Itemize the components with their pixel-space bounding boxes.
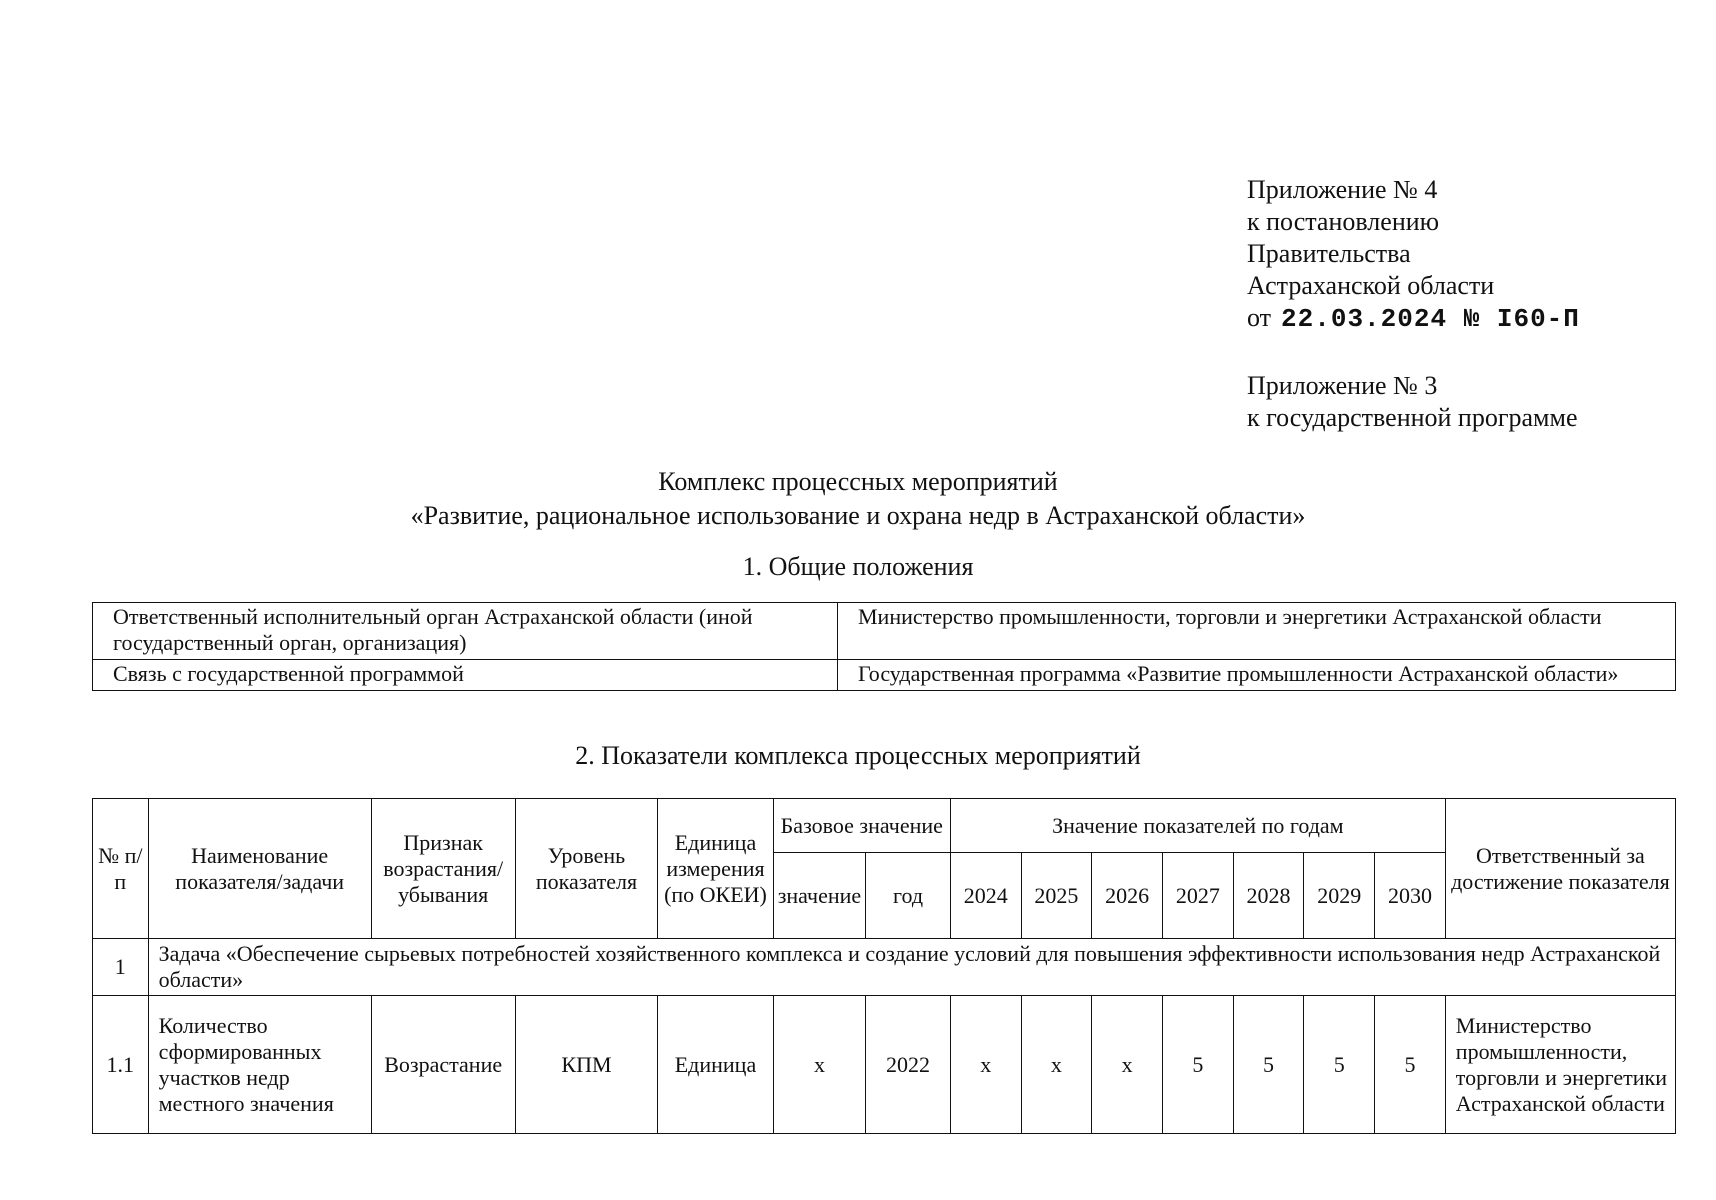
row-name: Количество сформированных участков недр местного значения [148,996,371,1134]
header-level: Уровень показателя [515,799,658,939]
header-year: 2025 [1021,853,1092,939]
annex-4-line2: к постановлению [1247,207,1440,236]
annex-3-block [1247,370,1578,434]
header-base: Базовое значение [773,799,950,853]
header-year: 2026 [1092,853,1163,939]
row-num: 1.1 [93,996,149,1134]
row-base-year: 2022 [866,996,951,1134]
header-num: № п/п [93,799,149,939]
table-row [93,660,1676,691]
annex-4-title: Приложение № 4 [1247,175,1438,204]
annex-4-date-line [1247,302,1580,335]
task-text: Задача «Обеспечение сырьевых потребностей хозяйственного комплекса и создание условий для повышения эффективности использования недр Астраханской области» [148,939,1675,996]
document-subtitle: «Развитие, рациональное использование и охрана недр в Астраханской области» [410,501,1306,530]
general-provisions-table [92,602,1676,691]
row-sign: Возрастание [371,996,515,1134]
header-sign: Признак возрастания/ убывания [371,799,515,939]
row-base-value: x [773,996,866,1134]
row-value-2029: 5 [1304,996,1375,1134]
header-year: 2029 [1304,853,1375,939]
header-name: Наименование показателя/задачи [148,799,371,939]
task-num: 1 [93,939,149,996]
annex-3-title: Приложение № 3 [1247,371,1438,400]
row-value-2026: x [1092,996,1163,1134]
header-year: 2030 [1375,853,1446,939]
general-label-cell: Ответственный исполнительный орган Астраханской области (иной государственный орган, организация) [93,603,838,660]
header-year: 2027 [1162,853,1233,939]
row-value-2025: x [1021,996,1092,1134]
header-base-year: год [866,853,951,939]
table-header-row [93,799,1676,853]
annex-4-line3: Правительства [1247,239,1411,268]
general-label-cell: Связь с государственной программой [93,660,838,691]
header-base-value: значение [773,853,866,939]
row-value-2028: 5 [1233,996,1304,1134]
header-years-group: Значение показателей по годам [950,799,1445,853]
row-unit: Единица [658,996,773,1134]
row-responsible: Министерство промышленности, торговли и энергетики Астраханской области [1445,996,1675,1134]
row-value-2030: 5 [1375,996,1446,1134]
header-unit: Единица измерения (по ОКЕИ) [658,799,773,939]
header-year: 2024 [950,853,1021,939]
document-title: Комплекс процессных мероприятий [658,467,1058,496]
annex-4-block [1247,174,1580,335]
general-value-cell: Государственная программа «Развитие промышленности Астраханской области» [838,660,1676,691]
general-value-cell: Министерство промышленности, торговли и энергетики Астраханской области [838,603,1676,660]
table-row [93,996,1676,1134]
header-year: 2028 [1233,853,1304,939]
row-level: КПМ [515,996,658,1134]
row-value-2024: x [950,996,1021,1134]
task-row [93,939,1676,996]
table-row [93,603,1676,660]
annex-3-line2: к государственной программе [1247,403,1578,432]
section-1-heading: 1. Общие положения [742,552,974,581]
annex-4-line4: Астраханской области [1247,271,1495,300]
annex-4-date-number: 22.03.2024 № I60-П [1281,304,1580,334]
row-value-2027: 5 [1162,996,1233,1134]
annex-4-date-prefix: от [1247,303,1272,332]
header-responsible: Ответственный за достижение показателя [1445,799,1675,939]
section-2-heading: 2. Показатели комплекса процессных мероприятий [575,741,1141,770]
indicators-table [92,798,1676,1134]
